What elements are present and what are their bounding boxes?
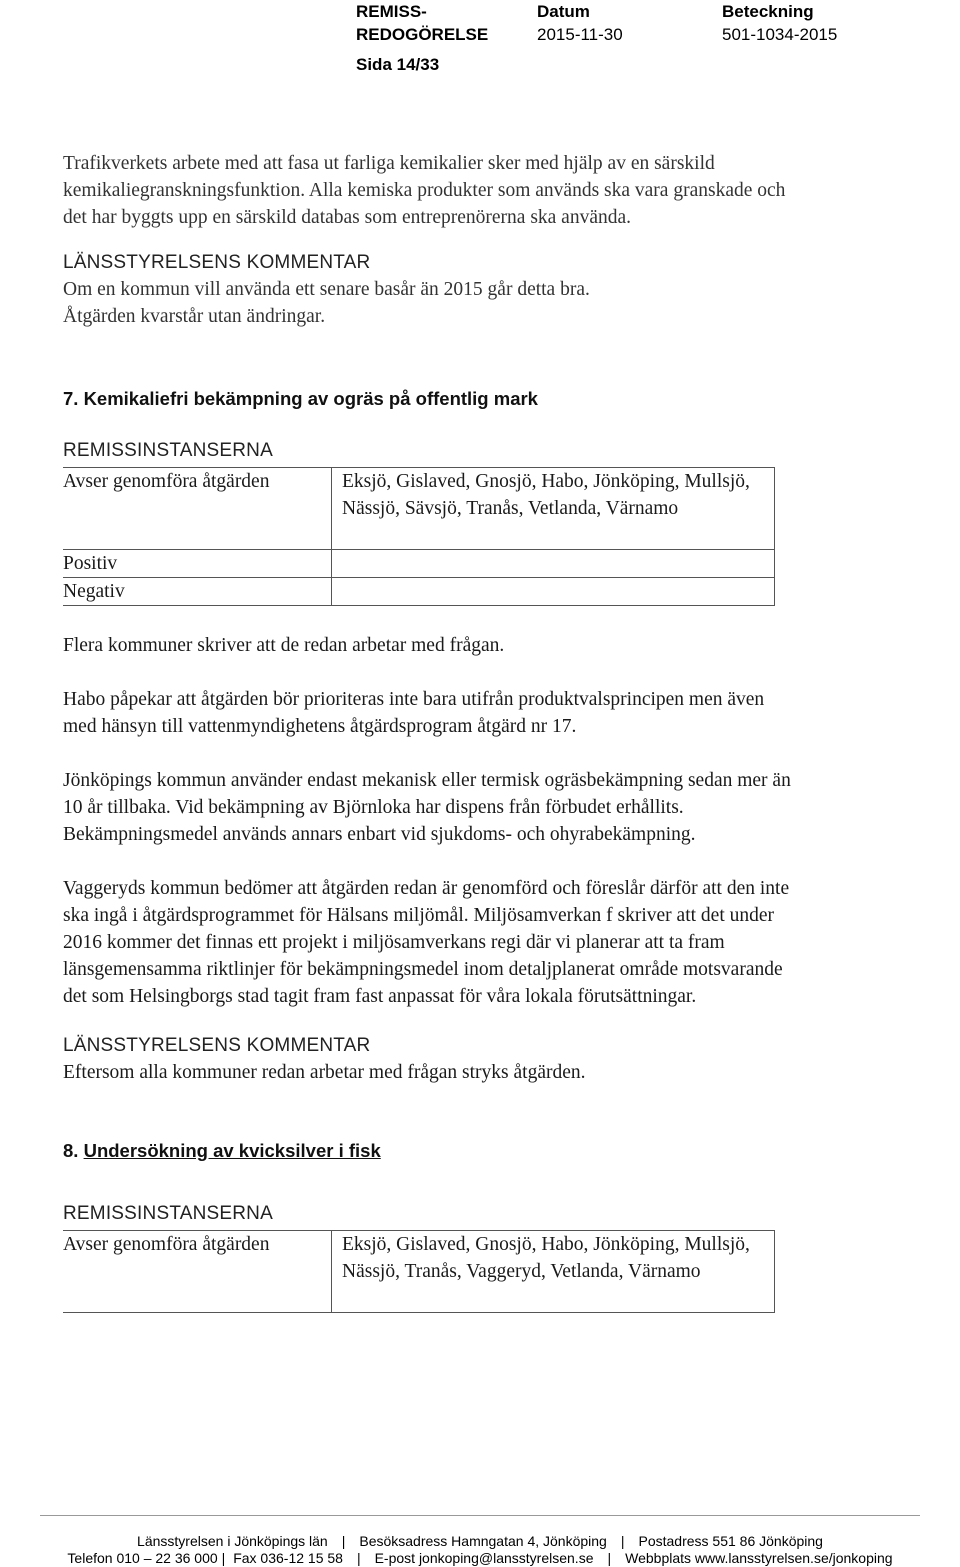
comment-line-2: Åtgärden kvarstår utan ändringar. [63,306,326,327]
table-cell-value [332,578,775,606]
document-body [63,150,793,1313]
section-7-response-table [63,467,775,606]
footer-email[interactable]: E-post jonkoping@lansstyrelsen.se [374,1550,594,1566]
reference-block [722,0,837,46]
footer-visiting-address: Besöksadress Hamngatan 4, Jönköping [359,1533,607,1549]
section-8-number: 8. [63,1140,79,1161]
footer-postal-address: Postadress 551 86 Jönköping [638,1533,823,1549]
footer-divider [40,1515,920,1516]
section-7-paragraph-3: Jönköpings kommun använder endast mekanisk eller termisk ogräsbekämpning sedan mer än 10 år tillbaka. Vid bekämpning av Björnloka har dispens från förbudet erhållits. Bekämpningsmedel används annars enbart vid sjukdoms- och ohyrabekämpning. [63,770,791,845]
reference-value: 501-1034-2015 [722,25,838,44]
footer-line-1: Länsstyrelsen i Jönköpings län | Besöksadress Hamngatan 4, Jönköping | Postadress 551 86 Jönköping [137,1533,823,1549]
section-7-comment-heading: LÄNSSTYRELSENS KOMMENTAR [63,1035,371,1056]
table-cell-value: Eksjö, Gislaved, Gnosjö, Habo, Jönköping, Mullsjö, Nässjö, Sävsjö, Tranås, Vetlanda, Värnamo [332,468,775,550]
section-7-remiss-heading: REMISSINSTANSERNA [63,440,273,461]
document-type-line1: REMISS- [356,2,427,21]
section-8-title [63,1138,793,1164]
section-8-remiss-heading: REMISSINSTANSERNA [63,1203,273,1224]
table-cell-value [332,550,775,578]
section-7-paragraph-4: Vaggeryds kommun bedömer att åtgärden redan är genomförd och föreslår därför att den inte ska ingå i åtgärdsprogrammet för Hälsans miljömål. Miljösamverkan f skriver att det under 2016 kommer det finnas ett projekt i miljösamverkans regi där vi planerar att ta fram länsgemensamma riktlinjer för bekämpningsmedel inom detaljplanerat område motsvarande det som Helsingborgs stad tagit fram fast anpassat för våra lokala förutsättningar. [63,878,790,1007]
comment-heading: LÄNSSTYRELSENS KOMMENTAR [63,252,371,273]
footer-phone: Telefon 010 – 22 36 000 [67,1550,218,1566]
date-block [537,0,623,46]
page-number: Sida 14/33 [356,55,440,74]
date-label: Datum [537,2,590,21]
footer-organisation: Länsstyrelsen i Jönköpings län [137,1533,328,1549]
document-type [356,0,488,46]
footer-line-2: Telefon 010 – 22 36 000 | Fax 036-12 15 58 | E-post jonkoping@lansstyrelsen.se | Webbplats www.lansstyrelsen.se/jonkoping [67,1550,893,1566]
table-row [63,578,775,606]
section-7-comment: Eftersom alla kommuner redan arbetar med frågan stryks åtgärden. [63,1062,586,1083]
table-row [63,550,775,578]
document-type-line2: REDOGÖRELSE [356,25,489,44]
comment-line-1: Om en kommun vill använda ett senare basår än 2015 går detta bra. [63,279,590,300]
table-cell-label: Negativ [63,578,332,606]
reference-label: Beteckning [722,2,814,21]
table-row [63,468,775,550]
table-cell-label: Avser genomföra åtgärden [63,468,332,550]
table-cell-label: Positiv [63,550,332,578]
footer-fax: Fax 036-12 15 58 [233,1550,343,1566]
section-8-response-table [63,1230,775,1313]
table-cell-label: Avser genomföra åtgärden [63,1231,332,1313]
section-7-title: 7. Kemikaliefri bekämpning av ogräs på offentlig mark [63,388,538,409]
section-7-paragraph-2: Habo påpekar att åtgärden bör prioriteras inte bara utifrån produktvalsprincipen men även med hänsyn till vattenmyndighetens åtgärdsprogram åtgärd nr 17. [63,689,765,737]
date-value: 2015-11-30 [537,25,623,44]
section-8-title-text: Undersökning av kvicksilver i fisk [83,1140,381,1161]
intro-paragraph: Trafikverkets arbete med att fasa ut farliga kemikalier sker med hjälp av en särskild kemikaliegranskningsfunktion. Alla kemiska produkter som används ska vara granskade och det har byggts upp en särskild databas som entreprenörerna ska använda. [63,153,786,228]
footer-website[interactable]: Webbplats www.lansstyrelsen.se/jonkoping [625,1550,893,1566]
table-cell-value: Eksjö, Gislaved, Gnosjö, Habo, Jönköping, Mullsjö, Nässjö, Tranås, Vaggeryd, Vetlanda, Värnamo [332,1231,775,1313]
section-7-paragraph-1: Flera kommuner skriver att de redan arbetar med frågan. [63,635,505,656]
table-row [63,1231,775,1313]
